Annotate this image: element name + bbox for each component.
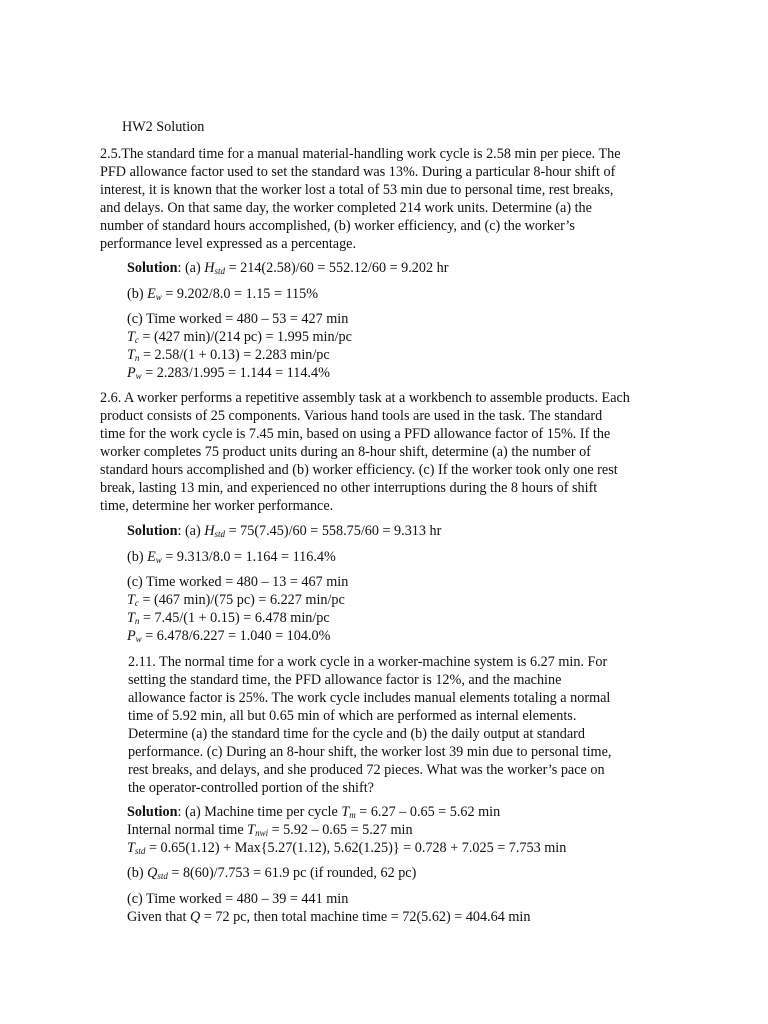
variable: H bbox=[204, 523, 215, 539]
variable: T bbox=[127, 610, 135, 626]
tn-line bbox=[127, 609, 348, 627]
text-line: performance. (c) During an 8-hour shift, the worker lost 39 min due to personal time, bbox=[128, 744, 612, 760]
solution-2-5 bbox=[127, 259, 448, 277]
given-line bbox=[127, 908, 530, 926]
internal-time-line bbox=[127, 821, 566, 839]
solution-2-11 bbox=[127, 803, 566, 857]
subscript: c bbox=[134, 598, 139, 608]
solution-2-6-b bbox=[127, 548, 336, 566]
subscript: w bbox=[155, 292, 162, 302]
text-line: worker completes 75 product units during an 8-hour shift, determine (a) the number of bbox=[100, 444, 591, 460]
solution-2-11-b bbox=[127, 864, 416, 882]
subscript: std bbox=[157, 871, 168, 881]
expression: = 8(60)/7.753 = 61.9 pc (if rounded, 62 pc) bbox=[167, 865, 417, 881]
time-worked-line: (c) Time worked = 480 – 39 = 441 min bbox=[127, 891, 349, 907]
solution-2-6 bbox=[127, 522, 441, 540]
subscript: std bbox=[214, 529, 226, 539]
text-line: product consists of 25 components. Various hand tools are used in the task. The standard bbox=[100, 408, 603, 424]
variable: T bbox=[127, 592, 135, 608]
text-fragment: Internal normal time bbox=[127, 822, 248, 838]
expression: = 0.65(1.12) + Max{5.27(1.12), 5.62(1.25)} = 0.728 + 7.025 = 7.753 min bbox=[145, 840, 567, 856]
text-line: setting the standard time, the PFD allowance factor is 12%, and the machine bbox=[128, 672, 562, 688]
expression: = 214(2.58)/60 = 552.12/60 = 9.202 hr bbox=[225, 260, 449, 276]
expression: = (467 min)/(75 pc) = 6.227 min/pc bbox=[138, 592, 345, 608]
subscript: c bbox=[134, 335, 139, 345]
expression: = (427 min)/(214 pc) = 1.995 min/pc bbox=[138, 329, 352, 345]
variable: T bbox=[247, 822, 256, 838]
tstd-line bbox=[127, 839, 566, 857]
variable: T bbox=[127, 329, 135, 345]
expression: = 9.313/8.0 = 1.164 = 116.4% bbox=[161, 549, 336, 565]
text-line: time for the work cycle is 7.45 min, based on using a PFD allowance factor of 15%. If the bbox=[100, 426, 611, 442]
subscript: m bbox=[349, 810, 356, 820]
tc-line bbox=[127, 328, 352, 346]
pw-line bbox=[127, 364, 352, 382]
problem-2-5-text bbox=[100, 145, 682, 253]
variable: T bbox=[127, 840, 135, 856]
text-line: and delays. On that same day, the worker completed 214 work units. Determine (a) the bbox=[100, 200, 592, 216]
solution-2-6-c bbox=[127, 573, 348, 645]
problem-2-11 bbox=[128, 653, 698, 797]
text-fragment: : (a) bbox=[177, 523, 205, 539]
variable: E bbox=[147, 549, 156, 565]
text-fragment: : (a) Machine time per cycle bbox=[177, 804, 342, 820]
text-line: break, lasting 13 min, and experienced no other interruptions during the 8 hours of shift bbox=[100, 480, 598, 496]
text-line: PFD allowance factor used to set the standard was 13%. During a particular 8-hour shift of bbox=[100, 164, 616, 180]
variable: E bbox=[147, 286, 156, 302]
subscript: std bbox=[214, 266, 226, 276]
solution-2-5-c bbox=[127, 310, 352, 382]
problem-number: 2.6. bbox=[100, 390, 122, 406]
page-title: HW2 Solution bbox=[122, 119, 205, 135]
expression: = 2.58/(1 + 0.13) = 2.283 min/pc bbox=[139, 347, 330, 363]
subscript: w bbox=[135, 371, 142, 381]
solution-label: Solution bbox=[127, 804, 178, 820]
problem-number: 2.5. bbox=[100, 146, 122, 162]
problem-2-11-text bbox=[128, 653, 698, 797]
pw-line bbox=[127, 627, 348, 645]
problem-2-6-text bbox=[100, 389, 682, 515]
variable: P bbox=[127, 365, 136, 381]
solution-line-a bbox=[127, 259, 448, 277]
text-line: number of standard hours accomplished, (b) worker efficiency, and (c) the worker’s bbox=[100, 218, 575, 234]
text-fragment: (b) bbox=[127, 549, 148, 565]
text-line: time, determine her worker performance. bbox=[100, 498, 334, 514]
subscript: w bbox=[135, 634, 142, 644]
text-line: standard hours accomplished and (b) worker efficiency. (c) If the worker took only one rest bbox=[100, 462, 618, 478]
variable: H bbox=[204, 260, 215, 276]
expression: = 72 pc, then total machine time = 72(5.62) = 404.64 min bbox=[200, 909, 531, 925]
expression: = 6.27 – 0.65 = 5.62 min bbox=[355, 804, 501, 820]
tn-line bbox=[127, 346, 352, 364]
solution-line-a bbox=[127, 803, 566, 821]
variable: T bbox=[341, 804, 350, 820]
expression: = 5.92 – 0.65 = 5.27 min bbox=[268, 822, 413, 838]
variable: Q bbox=[147, 865, 158, 881]
solution-2-5-b bbox=[127, 285, 318, 303]
text-line: the operator-controlled portion of the shift? bbox=[128, 780, 374, 796]
time-worked-line: (c) Time worked = 480 – 53 = 427 min bbox=[127, 311, 349, 327]
expression: = 9.202/8.0 = 1.15 = 115% bbox=[161, 286, 319, 302]
text-line: performance level expressed as a percentage. bbox=[100, 236, 357, 252]
subscript: std bbox=[134, 846, 146, 856]
solution-2-11-c bbox=[127, 890, 530, 926]
time-worked-line: (c) Time worked = 480 – 13 = 467 min bbox=[127, 574, 349, 590]
text-line: allowance factor is 25%. The work cycle includes manual elements totaling a normal bbox=[128, 690, 611, 706]
text-fragment: (b) bbox=[127, 865, 148, 881]
subscript: w bbox=[155, 555, 162, 565]
text-line: interest, it is known that the worker lost a total of 53 min due to personal time, rest breaks, bbox=[100, 182, 614, 198]
text-line: A worker performs a repetitive assembly task at a workbench to assemble products. Each bbox=[124, 390, 630, 406]
subscript: n bbox=[134, 353, 140, 363]
expression: = 6.478/6.227 = 1.040 = 104.0% bbox=[141, 628, 331, 644]
variable: Q bbox=[190, 909, 201, 925]
variable: T bbox=[127, 347, 135, 363]
text-line: Determine (a) the standard time for the cycle and (b) the daily output at standard bbox=[128, 726, 585, 742]
solution-label: Solution bbox=[127, 523, 178, 539]
expression: = 7.45/(1 + 0.15) = 6.478 min/pc bbox=[139, 610, 330, 626]
solution-label: Solution bbox=[127, 260, 178, 276]
text-fragment: (b) bbox=[127, 286, 148, 302]
problem-2-6 bbox=[100, 389, 682, 515]
text-fragment: : (a) bbox=[177, 260, 205, 276]
variable: P bbox=[127, 628, 136, 644]
text-line: The normal time for a work cycle in a worker-machine system is 6.27 min. For bbox=[159, 654, 608, 670]
text-line: The standard time for a manual material-handling work cycle is 2.58 min per piece. The bbox=[121, 146, 621, 162]
problem-2-5 bbox=[100, 145, 682, 253]
problem-number: 2.11. bbox=[128, 654, 156, 670]
expression: = 75(7.45)/60 = 558.75/60 = 9.313 hr bbox=[225, 523, 442, 539]
subscript: nwi bbox=[255, 828, 269, 838]
text-line: time of 5.92 min, all but 0.65 min of which are performed as internal elements. bbox=[128, 708, 577, 724]
text-fragment: Given that bbox=[127, 909, 191, 925]
expression: = 2.283/1.995 = 1.144 = 114.4% bbox=[141, 365, 330, 381]
text-line: rest breaks, and delays, and she produced 72 pieces. What was the worker’s pace on bbox=[128, 762, 605, 778]
tc-line bbox=[127, 591, 348, 609]
subscript: n bbox=[134, 616, 140, 626]
